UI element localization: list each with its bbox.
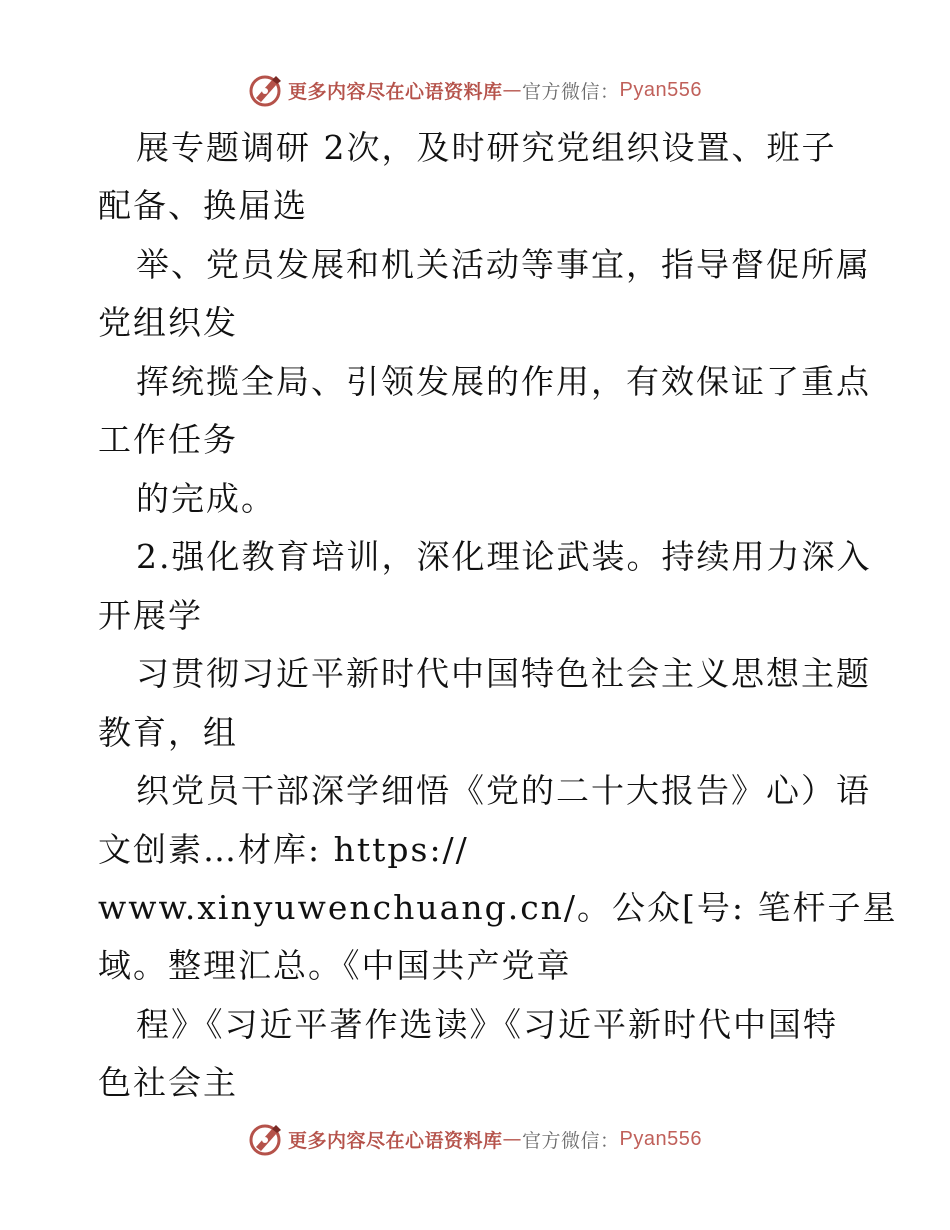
body-line: 展专题调研 2次，及时研究党组织设置、班子 — [136, 128, 837, 167]
body-line: 挥统揽全局、引领发展的作用，有效保证了重点 — [136, 362, 871, 401]
banner-dash: — — [502, 1128, 523, 1150]
body-line: 举、党员发展和机关活动等事宜，指导督促所属 — [136, 245, 871, 284]
body-line: 工作任务 — [98, 420, 238, 459]
banner-brand: 更多内容尽在心语资料库 — [288, 1129, 503, 1152]
banner-brand: 更多内容尽在心语资料库 — [288, 80, 503, 103]
body-line: www.xinyuwenchuang.cn/。公众[号: 笔杆子星 — [98, 888, 898, 927]
banner-account: Pyan556 — [619, 78, 702, 101]
pen-logo-icon — [248, 1121, 284, 1157]
body-line: 色社会主 — [98, 1063, 238, 1102]
body-line: 文创素…材库: https:// — [98, 830, 469, 869]
body-line: 的完成。 — [136, 479, 276, 518]
footer-banner — [0, 1117, 950, 1161]
banner-account: Pyan556 — [619, 1127, 702, 1150]
body-line: 党组织发 — [98, 303, 238, 342]
banner-wechat-label: 官方微信： — [522, 80, 620, 103]
body-line: 配备、换届选 — [98, 186, 308, 225]
body-line: 程》《习近平著作选读》《习近平新时代中国特 — [136, 1005, 838, 1044]
banner-wechat-label: 官方微信： — [522, 1129, 620, 1152]
body-line: 开展学 — [98, 596, 203, 635]
body-line: 2.强化教育培训，深化理论武装。持续用力深入 — [136, 537, 872, 576]
banner-dash: — — [502, 79, 523, 101]
body-line: 织党员干部深学细悟《党的二十大报告》心）语 — [136, 771, 871, 810]
body-line: 域。整理汇总。《中国共产党章 — [98, 946, 572, 985]
body-line: 习贯彻习近平新时代中国特色社会主义思想主题 — [136, 654, 871, 693]
body-line: 教育，组 — [98, 713, 238, 752]
